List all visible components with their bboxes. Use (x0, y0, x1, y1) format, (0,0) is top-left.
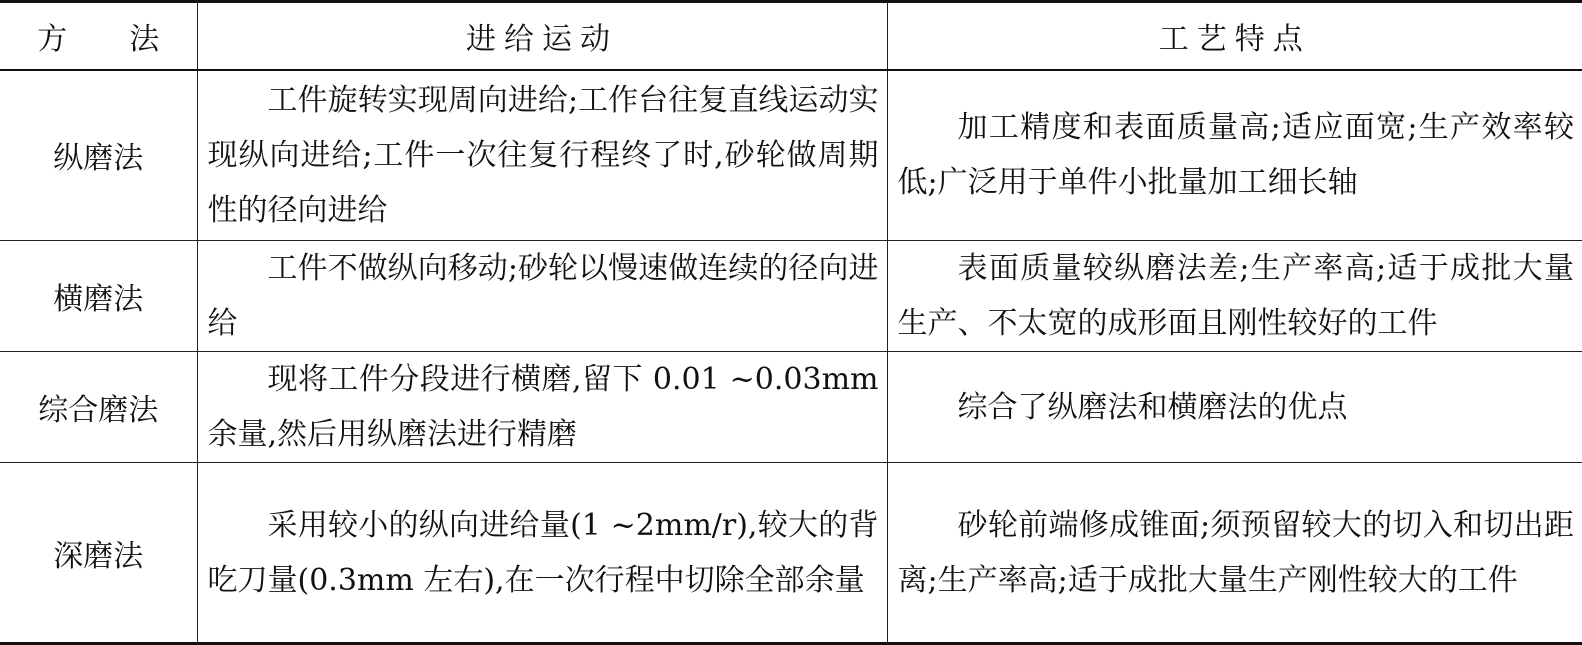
table-row (0, 241, 1582, 352)
features-cell (887, 463, 1582, 644)
feed-cell (197, 352, 887, 463)
header-process-features: 工艺特点 (887, 2, 1582, 70)
method-cell: 深磨法 (0, 463, 197, 644)
feed-text: 工件旋转实现周向进给;工作台往复直线运动实现纵向进给;工件一次往复行程终了时,砂轮做周期性的径向进给 (207, 82, 879, 228)
feed-cell (197, 463, 887, 644)
header-method-char-1: 方 (37, 21, 68, 57)
features-cell (887, 70, 1582, 241)
feed-text: 现将工件分段进行横磨,留下 0.01 ~0.03mm 余量,然后用纵磨法进行精磨 (207, 362, 879, 452)
method-cell: 纵磨法 (0, 70, 197, 241)
header-method-char-2: 法 (129, 21, 160, 57)
table-row (0, 463, 1582, 644)
features-cell (887, 241, 1582, 352)
feed-text: 工件不做纵向移动;砂轮以慢速做连续的径向进给 (207, 251, 879, 341)
features-text: 加工精度和表面质量高;适应面宽;生产效率较低;广泛用于单件小批量加工细长轴 (897, 110, 1574, 201)
table-row (0, 352, 1582, 463)
features-text: 表面质量较纵磨法差;生产率高;适于成批大量生产、不太宽的成形面且刚性较好的工件 (897, 251, 1574, 341)
features-cell (887, 352, 1582, 463)
method-cell: 综合磨法 (0, 352, 197, 463)
table-header-row (0, 2, 1582, 70)
features-text: 综合了纵磨法和横磨法的优点 (957, 389, 1348, 425)
header-feed-motion: 进给运动 (197, 2, 887, 70)
feed-text: 采用较小的纵向进给量(1 ~2mm/r),较大的背吃刀量(0.3mm 左右),在一次行程中切除全部余量 (207, 507, 879, 598)
features-text: 砂轮前端修成锥面;须预留较大的切入和切出距离;生产率高;适于成批大量生产刚性较大的工件 (897, 507, 1574, 598)
header-method (0, 2, 197, 70)
feed-cell (197, 70, 887, 241)
table-row (0, 70, 1582, 241)
method-cell: 横磨法 (0, 241, 197, 352)
feed-cell (197, 241, 887, 352)
